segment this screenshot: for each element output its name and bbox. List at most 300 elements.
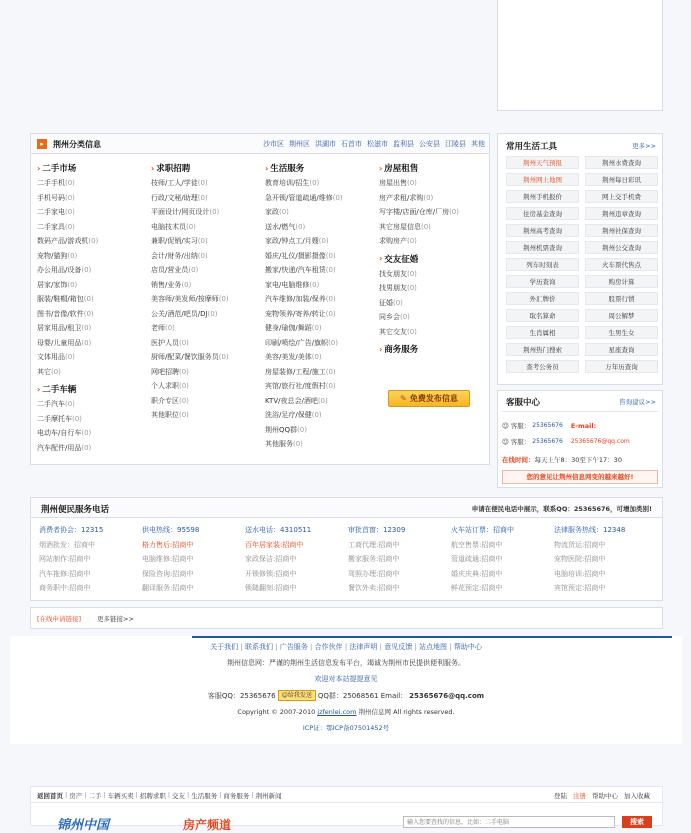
tool-link[interactable]: 住房基金查询 — [506, 207, 579, 220]
category-item-count: (0) — [197, 179, 208, 187]
bottom-nav-link[interactable]: 车辆买卖 — [107, 792, 134, 800]
phone-entry[interactable]: 百年居家装:招商中 — [245, 540, 304, 549]
footer-nav-link[interactable]: 帮助中心 — [453, 643, 482, 651]
category-item[interactable] — [265, 408, 373, 423]
arrow-icon: › — [265, 163, 269, 173]
category-item-count: (0) — [421, 222, 431, 231]
category-item-count: (0) — [325, 382, 336, 390]
region-link[interactable]: 松滋市 — [367, 140, 388, 148]
category-item-label: 房产求租/求购 — [379, 193, 424, 202]
phone-row — [39, 567, 657, 582]
category-item[interactable] — [265, 365, 373, 380]
category-item-count: (0) — [218, 295, 229, 303]
category-item-label: 公关/酒范/吧员/DJ — [151, 309, 208, 318]
footer-copyright — [10, 706, 682, 719]
category-item-count: (0) — [293, 440, 303, 448]
class-panel-header — [31, 134, 489, 154]
category-item-label: 其他职位 — [151, 411, 179, 419]
phone-entry[interactable]: 航空售票:招商中 — [451, 540, 503, 549]
phone-entry[interactable]: 搬家服务:招商中 — [348, 555, 400, 563]
arrow-icon: › — [379, 344, 383, 354]
category-item[interactable] — [265, 191, 373, 206]
bottom-nav-link[interactable]: 商务服务 — [223, 792, 250, 800]
service-title: 客服中心 — [506, 398, 541, 408]
category-item[interactable] — [37, 412, 145, 427]
slogan-banner: 您的意见让荆州信息网变的越来越好! — [502, 470, 658, 484]
tool-link[interactable]: 荆州天气预报 — [506, 156, 579, 169]
category-item-count: (0) — [197, 193, 208, 202]
category-item-count: (0) — [81, 266, 92, 274]
category-column — [265, 158, 373, 452]
phone-entry[interactable]: 宾馆预定:招商中 — [554, 584, 606, 592]
category-item[interactable] — [265, 379, 373, 394]
phone-row — [39, 538, 657, 553]
tool-link[interactable]: 生肖属相 — [506, 326, 579, 339]
tool-link[interactable]: 购房计算 — [585, 275, 658, 288]
phone-entry[interactable]: 格力售后:招商中 — [142, 540, 194, 549]
category-item-count: (0) — [179, 396, 189, 405]
category-item[interactable] — [37, 220, 145, 235]
phone-row — [39, 552, 657, 567]
category-item-count: (0) — [311, 353, 322, 361]
category-item-count: (0) — [65, 222, 75, 231]
category-item-label: 宠物领养/寄养/转让 — [265, 309, 326, 318]
phone-entry[interactable]: 物流货运:招商中 — [554, 540, 606, 549]
category-item[interactable] — [379, 234, 487, 249]
bottom-nav-link[interactable]: 返回首页 — [37, 792, 63, 800]
qq-number-2[interactable]: 25365676 — [532, 438, 563, 445]
category-item-label: 销售/业务 — [151, 280, 182, 289]
phone-entry[interactable]: 鲜花预定:招商中 — [451, 584, 503, 592]
category-item-count: (0) — [400, 313, 410, 321]
category-heading[interactable] — [379, 343, 487, 355]
category-item-label: 急开锁/管道疏通/维修 — [265, 193, 333, 202]
category-item[interactable] — [37, 441, 145, 456]
tool-link[interactable]: 荆州高考查询 — [506, 224, 579, 237]
category-item[interactable] — [379, 325, 487, 340]
category-item[interactable] — [37, 365, 145, 380]
category-title: 二手车辆 — [42, 385, 77, 395]
arrow-icon: › — [37, 163, 41, 173]
category-title: 交友征婚 — [384, 254, 419, 265]
favorite-link[interactable]: 加入收藏 — [624, 792, 650, 800]
category-item-count: (0) — [325, 295, 336, 303]
category-item-label: 电脑技术员 — [151, 222, 186, 231]
category-item-count: (0) — [311, 411, 322, 419]
category-item-count: (0) — [393, 298, 403, 307]
site-logo[interactable]: 锦州中国 — [57, 818, 110, 833]
region-link[interactable]: 荆州区 — [289, 140, 310, 148]
category-item-count: (0) — [72, 414, 82, 423]
search-button[interactable]: 搜索 — [622, 816, 652, 828]
phone-entry[interactable]: 锁鎚翻刻:招商中 — [245, 584, 297, 592]
tool-link[interactable]: 列车时刻表 — [506, 258, 579, 271]
tool-link[interactable]: 荆州社保查询 — [585, 224, 658, 237]
category-item-count: (0) — [81, 443, 92, 452]
arrow-icon: › — [379, 254, 383, 263]
category-column — [151, 158, 259, 423]
category-item[interactable] — [265, 292, 373, 307]
phone-entry[interactable]: 管道疏通:招商中 — [451, 555, 503, 563]
category-item-count: (0) — [165, 324, 175, 332]
region-link[interactable]: 公安县 — [419, 140, 440, 148]
category-item-label: 服装/鞋帽/箱包 — [37, 295, 84, 303]
category-item-count: (0) — [332, 193, 343, 202]
class-panel-title: 荆州分类信息 — [53, 140, 101, 149]
footer-nav-link[interactable]: 站点地图 — [419, 643, 448, 651]
qq-number-1[interactable]: 25365676 — [532, 422, 563, 429]
bottom-nav-link[interactable]: 生活服务 — [191, 792, 218, 800]
category-item[interactable] — [379, 191, 487, 206]
category-heading[interactable] — [379, 162, 487, 174]
category-heading[interactable] — [379, 253, 487, 265]
category-item[interactable] — [37, 278, 145, 293]
icp-link[interactable]: ICP证：鄂ICP备07501452号 — [302, 724, 390, 732]
category-item[interactable] — [151, 234, 259, 249]
category-item-label: 找男朋友 — [379, 284, 407, 292]
category-item-label: 其它房屋信息 — [379, 222, 421, 231]
phone-entry[interactable]: 开锁修锁:招商中 — [245, 569, 297, 578]
category-item[interactable] — [37, 426, 145, 441]
category-item[interactable] — [37, 336, 145, 351]
category-item[interactable] — [151, 220, 259, 235]
category-item[interactable] — [265, 176, 373, 191]
category-item-label: 印刷/喷绘/广告/旗帜 — [265, 338, 329, 347]
region-link[interactable]: 洪湖市 — [315, 140, 336, 148]
category-item-label: 兼职/促销/实习 — [151, 237, 198, 245]
category-item[interactable] — [151, 365, 259, 380]
category-item[interactable] — [265, 234, 373, 249]
tool-link[interactable]: 荆州手机报价 — [506, 190, 579, 203]
category-item-label: 宠物/猫狗 — [37, 251, 68, 260]
arrow-icon: › — [37, 384, 41, 394]
pencil-icon: ✎ — [400, 394, 407, 403]
phone-entry[interactable]: 家政保洁:招商中 — [245, 555, 297, 563]
category-title: 商务服务 — [384, 345, 419, 355]
category-item-count: (0) — [209, 208, 220, 216]
category-item[interactable] — [379, 220, 487, 235]
category-title: 房屋租售 — [384, 164, 419, 174]
bottom-nav-link[interactable]: 荆州新闻 — [255, 792, 282, 800]
category-item[interactable] — [379, 281, 487, 296]
category-item[interactable] — [151, 336, 259, 351]
category-item[interactable] — [37, 307, 145, 322]
tool-link[interactable]: 荆州公交查询 — [585, 241, 658, 254]
footer-icp — [10, 722, 682, 735]
tool-link[interactable]: 星座查询 — [585, 343, 658, 356]
category-item-label: 荆州QQ群 — [265, 425, 298, 434]
category-column — [379, 158, 487, 357]
region-link[interactable]: 沙市区 — [263, 140, 284, 148]
email-link[interactable]: 25365676@qq.com — [570, 438, 630, 445]
category-item[interactable] — [379, 296, 487, 311]
category-item-count: (0) — [407, 327, 417, 336]
category-item-count: (0) — [325, 367, 336, 376]
category-item-count: (0) — [407, 284, 417, 292]
phone-entry[interactable]: 消费者协会：12315 — [39, 526, 104, 534]
category-item[interactable] — [151, 205, 259, 220]
phone-entry[interactable]: 婚庆庆典:招商中 — [451, 569, 503, 578]
phone-entry[interactable]: 保险咨询:招商中 — [142, 569, 194, 578]
category-item[interactable] — [265, 437, 373, 452]
phone-entry[interactable]: 汽车拖修:招商中 — [39, 569, 91, 578]
region-link[interactable]: 监利县 — [393, 140, 414, 148]
footer-nav-link[interactable]: 法律声明 — [349, 643, 378, 651]
category-item[interactable] — [265, 307, 373, 322]
category-item-count: (0) — [407, 179, 417, 187]
category-item[interactable] — [37, 234, 145, 249]
tool-link[interactable]: 学历查询 — [506, 275, 579, 288]
tool-link[interactable]: 荆州违章查询 — [585, 207, 658, 220]
category-item[interactable] — [265, 205, 373, 220]
arrow-icon: › — [379, 163, 383, 173]
footer-feedback[interactable]: 欢迎对本站提提意见 — [314, 675, 378, 683]
apply-link[interactable]: [在线申请链接] — [37, 615, 82, 623]
category-item[interactable] — [379, 267, 487, 282]
phone-entry[interactable]: 电脑培训:招商中 — [554, 569, 606, 578]
region-link[interactable]: 石首市 — [341, 140, 362, 148]
category-item-count: (0) — [279, 208, 289, 216]
category-item-count: (0) — [328, 338, 338, 347]
phone-entry[interactable]: 商务职中:招商中 — [39, 584, 91, 592]
category-item-count: (0) — [449, 208, 459, 216]
category-item-count: (0) — [67, 251, 78, 260]
category-item[interactable] — [151, 307, 259, 322]
phone-entry[interactable]: 翻译服务:招商中 — [142, 584, 194, 592]
category-item-count: (0) — [65, 208, 75, 216]
channel-title: 房产频道 — [183, 818, 232, 832]
tool-link[interactable]: 万年历查询 — [585, 360, 658, 373]
category-item-count: (0) — [317, 396, 328, 405]
category-item[interactable] — [379, 205, 487, 220]
category-item-label: 房屋出售 — [379, 179, 407, 187]
more-links[interactable]: 更多链接>> — [97, 615, 134, 623]
phone-panel — [30, 497, 663, 601]
category-item[interactable] — [37, 292, 145, 307]
phone-grid — [39, 523, 657, 596]
category-item[interactable] — [265, 220, 373, 235]
category-item[interactable] — [37, 321, 145, 336]
category-item-label: 店员/营业员 — [151, 266, 189, 274]
footer — [10, 636, 682, 744]
category-item-count: (0) — [83, 295, 94, 303]
publish-button[interactable] — [388, 390, 470, 407]
hours-text: 每天上午8：30至下午17：30 — [534, 456, 622, 464]
category-item[interactable] — [151, 408, 259, 423]
category-item-label: 其他服务 — [265, 440, 293, 448]
phone-entry[interactable]: 电脑维修:招商中 — [142, 555, 194, 563]
phone-title: 荆州便民服务电话 — [41, 505, 110, 515]
class-panel — [30, 133, 490, 465]
category-item[interactable] — [37, 350, 145, 365]
category-item-count: (0) — [197, 251, 208, 260]
phone-entry[interactable]: 审批首窗：12309 — [348, 526, 406, 534]
category-item-label: 婚庆/礼仪/摄影摄像 — [265, 251, 326, 260]
bottom-nav-link[interactable]: 房产 — [69, 792, 83, 800]
tool-link[interactable]: 荆州网上地图 — [506, 173, 579, 186]
bottom-nav-link[interactable]: 交友 — [172, 792, 186, 800]
category-heading[interactable] — [37, 162, 145, 174]
region-link[interactable]: 江陵县 — [445, 140, 466, 148]
category-item-label: 求购房产 — [379, 237, 407, 245]
category-item-count: (0) — [325, 251, 336, 260]
category-item[interactable] — [37, 205, 145, 220]
service-panel — [497, 390, 663, 488]
category-item[interactable] — [37, 191, 145, 206]
category-item-label: 手机号码 — [37, 193, 65, 202]
suggest-link[interactable]: 咨询建议>> — [619, 398, 656, 406]
category-heading[interactable] — [265, 162, 373, 174]
tool-link[interactable]: 荆州机票查询 — [506, 241, 579, 254]
footer-desc: 荆州信息网：严谨的荆州生活信息发布平台，竭诚为荆州市民提供便利服务。 — [227, 659, 465, 667]
category-item[interactable] — [151, 379, 259, 394]
category-item-label: 家政 — [265, 208, 279, 216]
domain-link[interactable]: jzfenlei.com — [317, 708, 357, 716]
footer-nav: 关于我们 | 联系我们 | 广告服务 | 合作伙伴 | 法律声明 | 意见反馈 | 站点地图 | 帮助中心 — [210, 643, 482, 651]
category-item-label: 教育培训/招生 — [265, 179, 310, 187]
bottom-nav-link[interactable]: 二手 — [88, 792, 102, 800]
tool-link[interactable]: 周公解梦 — [585, 309, 658, 322]
category-item-count: (0) — [181, 280, 192, 289]
tool-link[interactable]: 网上交手机费 — [585, 190, 658, 203]
category-item[interactable] — [151, 278, 259, 293]
footer-nav-link[interactable]: 联系我们 — [244, 643, 273, 651]
category-item[interactable] — [265, 263, 373, 278]
category-item-count: (0) — [179, 411, 189, 419]
category-item[interactable] — [151, 350, 259, 365]
category-item[interactable] — [151, 292, 259, 307]
tool-link[interactable]: 荆州每日彩讯 — [585, 173, 658, 186]
category-item[interactable] — [265, 321, 373, 336]
category-item[interactable] — [379, 176, 487, 191]
category-item-count: (0) — [81, 338, 92, 347]
category-item-label: 网吧招聘 — [151, 367, 179, 376]
category-item[interactable] — [265, 394, 373, 409]
search-input[interactable] — [403, 816, 615, 828]
phone-entry[interactable]: 工商代理:招商中 — [348, 540, 400, 549]
phone-entry[interactable]: 法律服务热线：12348 — [554, 526, 626, 534]
category-item-count: (0) — [179, 338, 189, 347]
footer-nav-link[interactable]: 合作伙伴 — [314, 643, 343, 651]
category-item-label: 母婴/儿童用品 — [37, 338, 82, 347]
category-item[interactable] — [265, 278, 373, 293]
category-item-count: (0) — [188, 266, 199, 274]
phone-entry[interactable]: 餐饮外卖:招商中 — [348, 584, 400, 592]
second-page — [30, 786, 663, 833]
tool-link[interactable]: 生男生女 — [585, 326, 658, 339]
category-item-count: (0) — [297, 425, 307, 434]
category-item-count: (0) — [197, 237, 208, 245]
category-item-label: 个人求职 — [151, 382, 179, 390]
category-item-label: 二手手机 — [37, 179, 65, 187]
tools-more-link[interactable]: 更多>> — [632, 142, 656, 150]
category-item-label: 二手摩托车 — [37, 414, 72, 423]
category-item-count: (0) — [186, 222, 196, 231]
tool-link[interactable]: 荆州水费查询 — [585, 156, 658, 169]
category-item[interactable] — [151, 321, 259, 336]
contact-group: QQ群：25068561 Email： — [317, 692, 408, 700]
phone-entry[interactable]: 宠物医院:招商中 — [554, 555, 606, 563]
footer-nav-link[interactable]: 广告服务 — [279, 643, 308, 651]
category-item-label: 数码产品/游戏机 — [37, 237, 89, 245]
tool-link[interactable]: 查考公务员 — [506, 360, 579, 373]
tool-link[interactable]: 外汇牌价 — [506, 292, 579, 305]
phone-entry[interactable]: 驾照办理:招商中 — [348, 569, 400, 578]
category-item-label: 汽车维修/加装/保养 — [265, 295, 326, 303]
publish-button-label: 免费发布信息 — [409, 394, 458, 403]
help-link[interactable]: 帮助中心 — [592, 792, 618, 800]
phone-entry[interactable]: 送水电话：4310511 — [245, 526, 312, 534]
tool-link[interactable]: 火车票代售点 — [585, 258, 658, 271]
tools-grid — [506, 156, 658, 373]
category-item-label: 会计/财务/出纳 — [151, 251, 198, 260]
category-item[interactable] — [37, 397, 145, 412]
category-item-label: 宾馆/旅行社/度假村 — [265, 382, 326, 390]
category-item[interactable] — [151, 176, 259, 191]
category-item[interactable] — [151, 249, 259, 264]
category-item-count: (0) — [51, 367, 61, 376]
phone-entry[interactable]: 烟酒批发：招商中 — [39, 540, 95, 549]
category-item[interactable] — [151, 394, 259, 409]
category-item-label: 房屋装修/工程/施工 — [265, 367, 326, 376]
copyright-suffix: 荆州信息网 All rights reserved. — [356, 708, 455, 716]
tool-link[interactable]: 取名算命 — [506, 309, 579, 322]
tool-link[interactable]: 股票行情 — [585, 292, 658, 305]
category-item[interactable] — [37, 263, 145, 278]
category-item-label: 医护人员 — [151, 338, 179, 347]
category-item[interactable] — [151, 263, 259, 278]
category-item-label: KTV/夜总会/酒吧 — [265, 396, 318, 405]
category-item[interactable] — [151, 191, 259, 206]
hours-label: 在线时间： — [502, 456, 535, 464]
category-heading[interactable] — [37, 383, 145, 395]
login-link[interactable]: 登陆 — [554, 792, 567, 800]
panel-title-icon: ▸ — [37, 139, 47, 149]
category-item-count: (0) — [67, 280, 78, 289]
category-item[interactable] — [265, 336, 373, 351]
category-column — [37, 158, 145, 455]
category-item[interactable] — [37, 249, 145, 264]
category-item[interactable] — [265, 249, 373, 264]
category-item-label: 二手家电 — [37, 208, 65, 216]
bottom-nav-link[interactable]: 招聘求职 — [139, 792, 166, 800]
region-link[interactable]: 其他 — [471, 140, 485, 148]
category-item-label: 健身/瑜伽/舞蹈 — [265, 324, 312, 332]
tools-title: 常用生活工具 — [506, 142, 558, 152]
footer-nav-link[interactable]: 关于我们 — [210, 643, 239, 651]
category-item-count: (0) — [423, 193, 434, 202]
category-item-label: 写字楼/店面/仓库/厂房 — [379, 208, 450, 216]
qq-chat-button[interactable] — [278, 690, 316, 701]
phone-entry[interactable]: 火车站订票：招商中 — [451, 526, 514, 534]
category-item[interactable] — [265, 350, 373, 365]
footer-nav-link[interactable]: 意见反馈 — [384, 643, 413, 651]
qq-icon: ☺ — [502, 421, 509, 430]
phone-entry[interactable]: 网站制作:招商中 — [39, 555, 91, 563]
footer-email[interactable]: 25365676@qq.com — [409, 692, 485, 700]
qq-penguin-icon: ☺ — [281, 692, 288, 699]
category-item-count: (0) — [88, 237, 99, 245]
category-heading[interactable] — [151, 162, 259, 174]
category-item[interactable] — [265, 423, 373, 438]
category-item[interactable] — [379, 310, 487, 325]
phone-entry[interactable]: 供电热线：95598 — [142, 526, 200, 534]
links-panel — [30, 607, 663, 629]
category-item[interactable] — [37, 176, 145, 191]
tool-link[interactable]: 荆州热门搜索 — [506, 343, 579, 356]
category-item-count: (0) — [311, 324, 322, 332]
register-link[interactable]: 注册 — [573, 792, 586, 800]
